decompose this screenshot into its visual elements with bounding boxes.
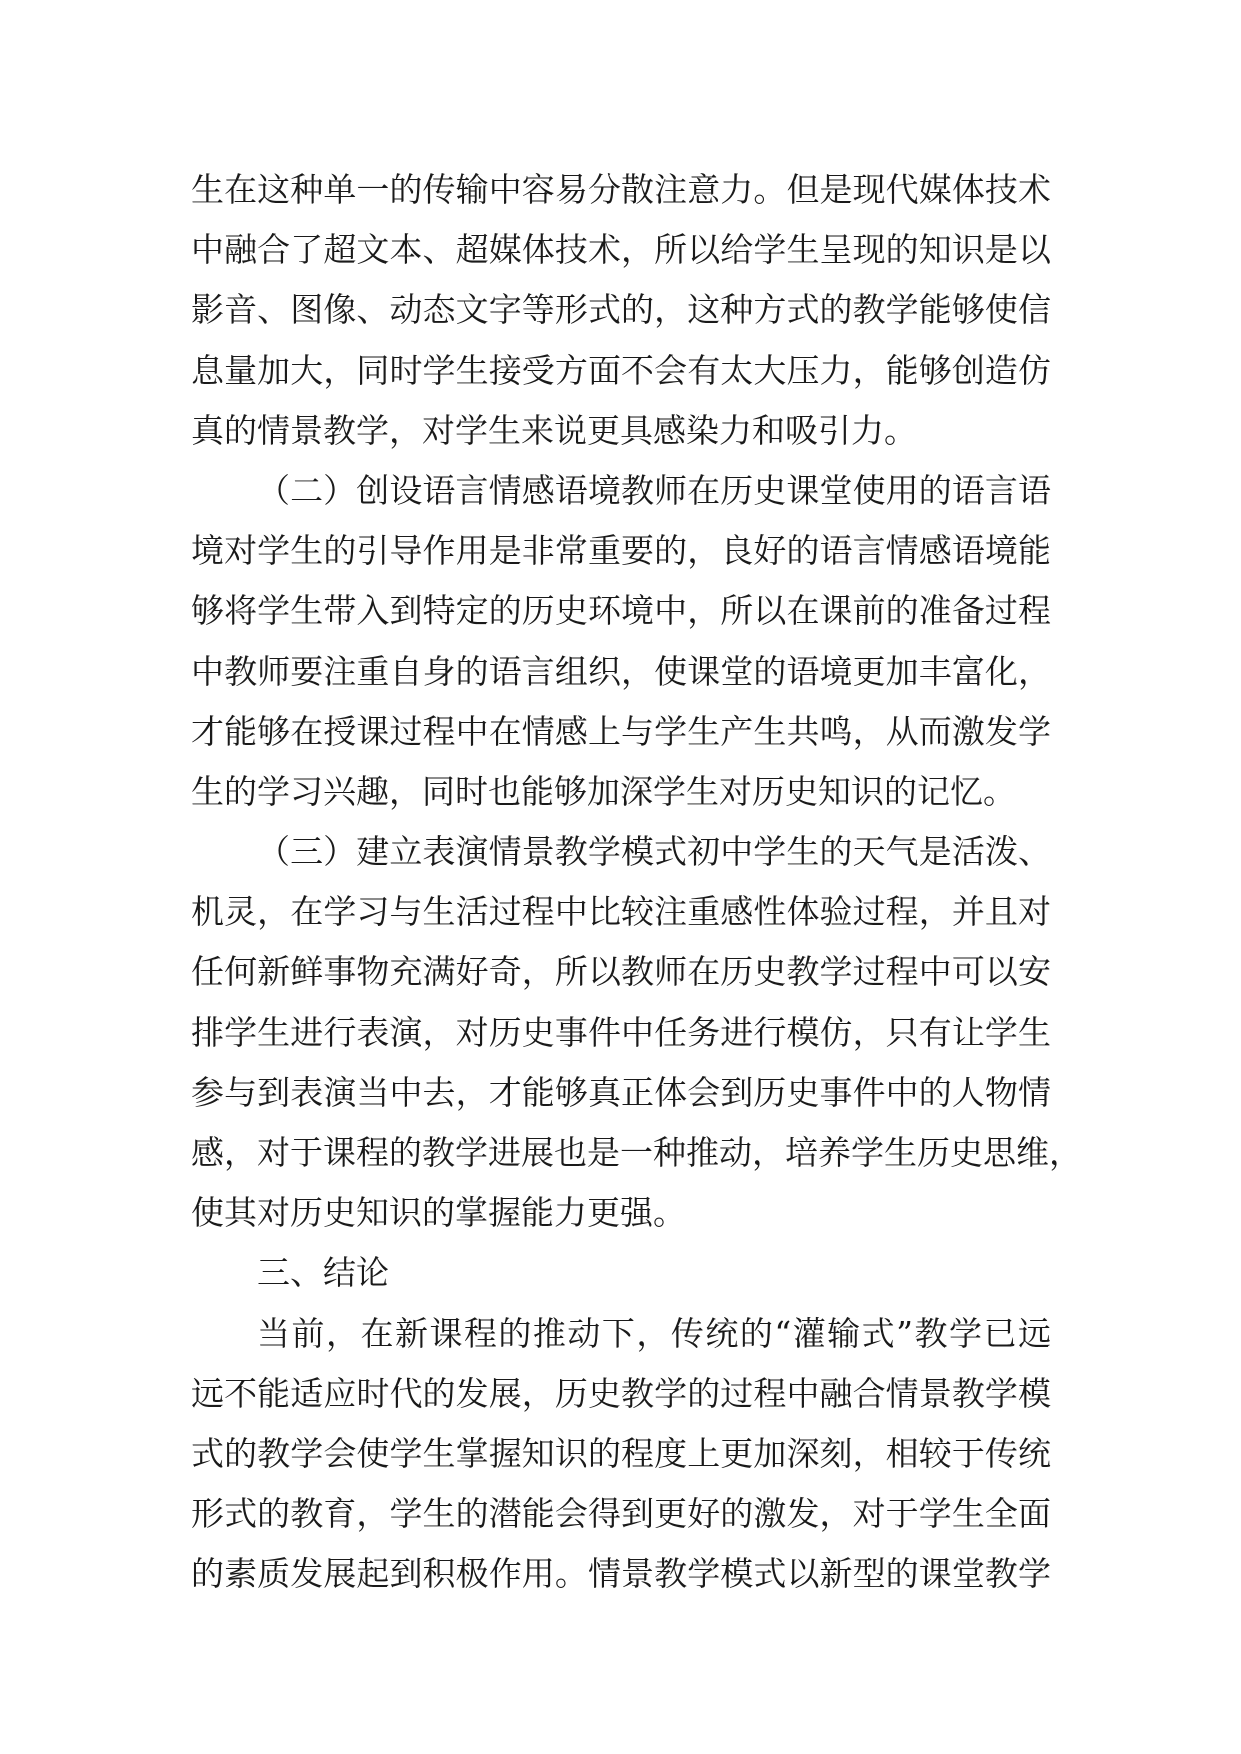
text-line: 中教师要注重自身的语言组织，使课堂的语境更加丰富化， [191, 651, 1051, 691]
text-line: 当前，在新课程的推动下，传统的“灌输式”教学已远 [257, 1313, 1051, 1353]
text-line: 远不能适应时代的发展，历史教学的过程中融合情景教学模 [191, 1373, 1051, 1413]
text-line: 生的学习兴趣，同时也能够加深学生对历史知识的记忆。 [191, 771, 1016, 811]
text-line: 的素质发展起到积极作用。情景教学模式以新型的课堂教学 [191, 1554, 1051, 1594]
text-line: 真的情景教学，对学生来说更具感染力和吸引力。 [191, 410, 917, 450]
text-line: 生在这种单一的传输中容易分散注意力。但是现代媒体技术 [191, 170, 1051, 209]
text-line: 机灵，在学习与生活过程中比较注重感性体验过程，并且对 [191, 892, 1051, 932]
text-line: 式的教学会使学生掌握知识的程度上更加深刻，相较于传统 [191, 1433, 1051, 1473]
text-line: 才能够在授课过程中在情感上与学生产生共鸣，从而激发学 [191, 711, 1051, 751]
section-title: 三、结论 [257, 1253, 389, 1293]
section-heading-line: （三）建立表演情景教学模式初中学生的天气是活泼、 [257, 832, 1051, 872]
text-line: 息量加大，同时学生接受方面不会有太大压力，能够创造仿 [191, 350, 1051, 390]
text-line: 使其对历史知识的掌握能力更强。 [191, 1193, 686, 1233]
text-line: 参与到表演当中去，才能够真正体会到历史事件中的人物情 [191, 1072, 1051, 1112]
body-text [191, 160, 1082, 1605]
text-line: 境对学生的引导作用是非常重要的，良好的语言情感语境能 [191, 531, 1051, 571]
section-heading-line: （二）创设语言情感语境教师在历史课堂使用的语言语 [257, 470, 1051, 510]
text-line: 排学生进行表演，对历史事件中任务进行模仿，只有让学生 [191, 1012, 1051, 1052]
text-line: 感，对于课程的教学进展也是一种推动，培养学生历史思维， [191, 1133, 1082, 1172]
text-line: 影音、图像、动态文字等形式的，这种方式的教学能够使信 [191, 290, 1051, 330]
text-line: 形式的教育，学生的潜能会得到更好的激发，对于学生全面 [191, 1494, 1051, 1534]
text-line: 中融合了超文本、超媒体技术，所以给学生呈现的知识是以 [191, 230, 1051, 270]
text-line: 任何新鲜事物充满好奇，所以教师在历史教学过程中可以安 [191, 952, 1051, 992]
text-line: 够将学生带入到特定的历史环境中，所以在课前的准备过程 [191, 591, 1051, 631]
